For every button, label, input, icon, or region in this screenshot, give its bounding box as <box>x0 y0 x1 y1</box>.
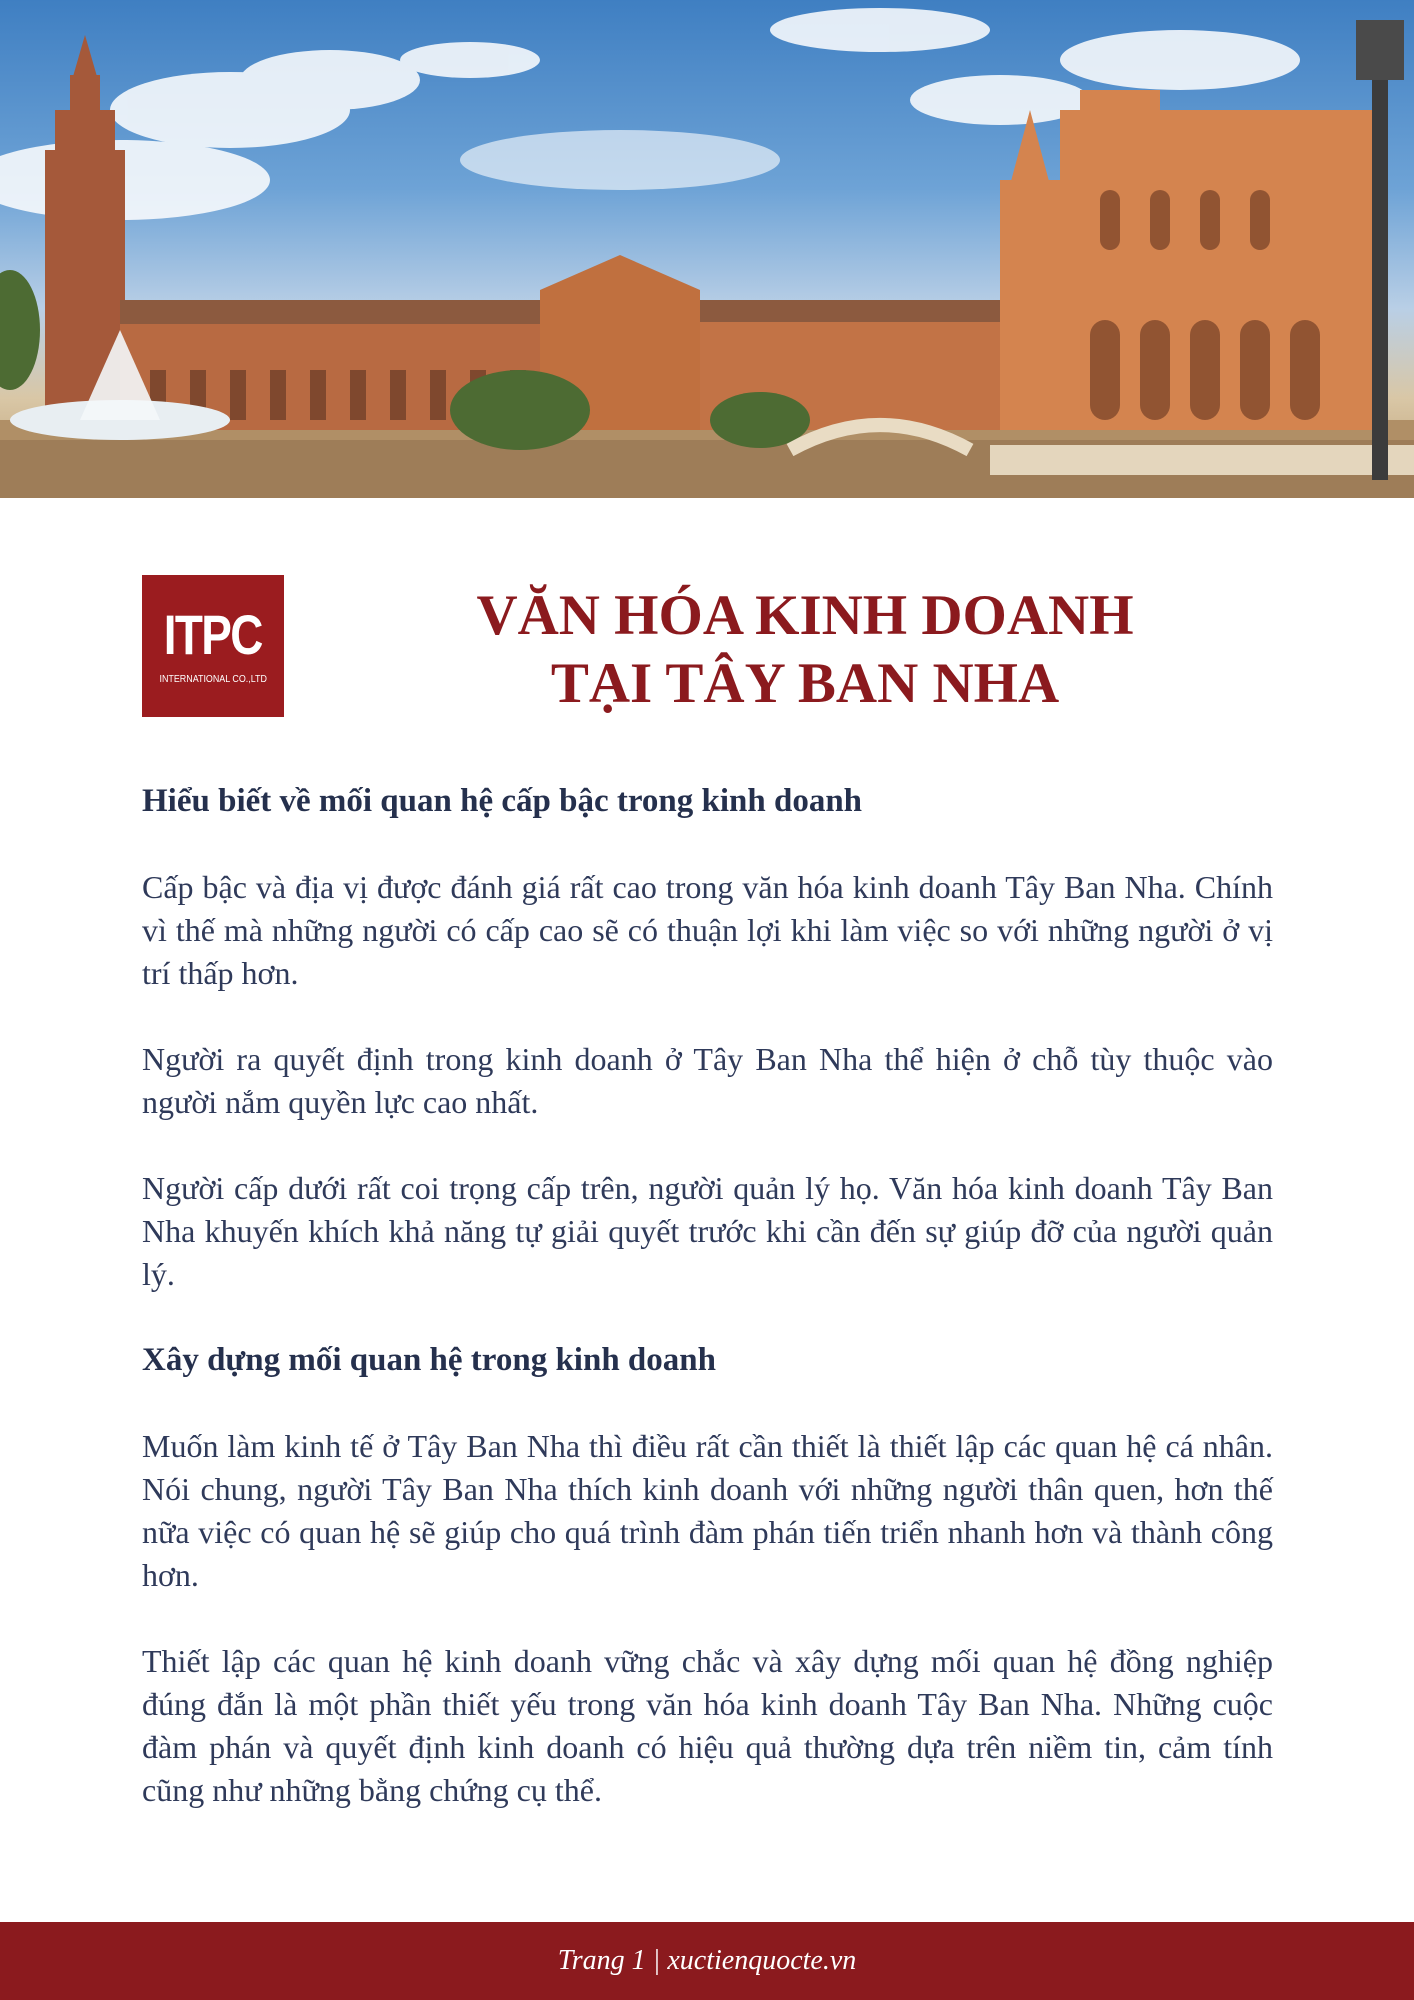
section-heading: Hiểu biết về mối quan hệ cấp bậc trong kinh doanh <box>142 783 863 819</box>
paragraph: Người ra quyết định trong kinh doanh ở Tây Ban Nha thể hiện ở chỗ tùy thuộc vào người nắm quyền lực cao nhất. <box>142 1041 1273 1120</box>
logo-text: ITPC <box>163 603 263 666</box>
paragraph: Muốn làm kinh tế ở Tây Ban Nha thì điều rất cần thiết là thiết lập các quan hệ cá nhân. Nói chung, người Tây Ban Nha thích kinh doanh với những người thân quen, hơn thế nữa việc có quan hệ sẽ giúp cho quá trình đàm phán tiến triển nhanh hơn và thành công hơn. <box>142 1428 1273 1593</box>
footer-text: Trang 1 | xuctienquocte.vn <box>557 1945 857 1976</box>
page-footer <box>0 1922 1414 2000</box>
paragraph: Thiết lập các quan hệ kinh doanh vững chắc và xây dựng mối quan hệ đồng nghiệp đúng đắn là một phần thiết yếu trong văn hóa kinh doanh Tây Ban Nha. Những cuộc đàm phán và quyết định kinh doanh có hiệu quả thường dựa trên niềm tin, cảm tính cũng như những bằng chứng cụ thể. <box>142 1643 1273 1808</box>
paragraph: Người cấp dưới rất coi trọng cấp trên, người quản lý họ. Văn hóa kinh doanh Tây Ban Nha khuyến khích khả năng tự giải quyết trước khi cần đến sự giúp đỡ của người quản lý. <box>142 1170 1273 1292</box>
article-body <box>142 780 1273 1855</box>
hero-photo <box>0 0 1414 498</box>
page-title <box>400 582 1210 718</box>
title-line-2: TẠI TÂY BAN NHA <box>550 652 1060 715</box>
section-heading: Xây dựng mối quan hệ trong kinh doanh <box>142 1342 716 1378</box>
logo-subtext: INTERNATIONAL CO.,LTD <box>159 673 267 685</box>
title-line-1: VĂN HÓA KINH DOANH <box>476 584 1134 647</box>
paragraph: Cấp bậc và địa vị được đánh giá rất cao trong văn hóa kinh doanh Tây Ban Nha. Chính vì thế mà những người có cấp cao sẽ có thuận lợi khi làm việc so với những người ở vị trí thấp hơn. <box>142 869 1273 991</box>
plaza-de-espana-illustration <box>0 0 1414 498</box>
itpc-logo <box>142 575 284 717</box>
